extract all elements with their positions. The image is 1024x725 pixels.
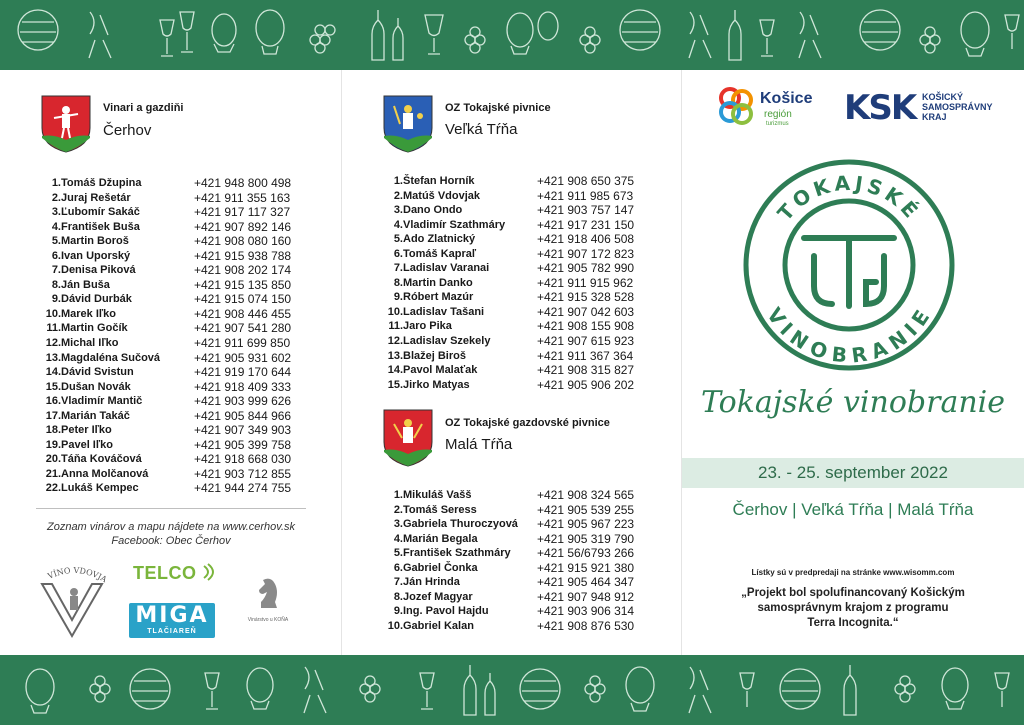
list-item	[40, 481, 310, 496]
list-item-number: 6.	[393, 247, 403, 260]
project-line-1: „Projekt bol spolufinancovaný Košickým	[741, 587, 965, 599]
list-item-number: 4.	[393, 218, 403, 231]
winemaker-list-cerhov	[40, 176, 310, 496]
event-script-title: Tokajské vinobranie	[701, 385, 1005, 420]
list-item-number: 20.	[45, 453, 61, 466]
winemaker-name: Dávid Svistun	[61, 366, 134, 379]
list-item-number: 3.	[51, 206, 61, 219]
website-note: Zoznam vinárov a mapu nájdete na www.cerhov.sk	[46, 521, 296, 533]
kona-text: Vinárstvo u KOŇA	[247, 617, 289, 623]
phone-number: +421 908 876 530	[537, 618, 635, 633]
phone-number: +421 908 650 375	[537, 174, 635, 188]
list-item-number: 5.	[393, 233, 403, 246]
phone-number: +421 908 155 908	[537, 319, 635, 334]
left-panel	[0, 70, 342, 655]
list-item	[40, 351, 310, 366]
phone-number: +421 908 324 565	[537, 488, 635, 502]
list-item-number: 1.	[393, 175, 403, 187]
phone-number: +421 918 406 508	[537, 232, 635, 247]
winemaker-name: Tomáš Seress	[403, 503, 477, 516]
list-item-number: 15.	[45, 380, 61, 393]
phone-number: +421 917 117 327	[194, 205, 291, 220]
phone-number: +421 905 844 966	[194, 408, 292, 423]
winemaker-name: Martin Danko	[403, 276, 473, 289]
kosice-region-logo-icon	[716, 84, 756, 128]
list-item-number: 14.	[387, 364, 403, 377]
list-item-number: 11.	[388, 320, 403, 333]
winemaker-name: František Szathmáry	[403, 547, 511, 560]
ksk-line-1: KOŠICKÝ	[922, 92, 964, 102]
phone-number: +421 908 080 160	[194, 234, 292, 249]
tokajske-vinobranie-emblem	[742, 158, 956, 372]
phone-number: +421 905 319 790	[537, 531, 635, 546]
miga-text: MIGA	[135, 603, 209, 628]
list-item-number: 10.	[387, 619, 403, 632]
winemaker-name: Ing. Pavol Hajdu	[403, 605, 489, 618]
phone-number: +421 907 892 146	[194, 219, 292, 234]
list-item-number: 9.	[393, 291, 403, 304]
mala-trna-coat-of-arms-icon	[382, 408, 434, 468]
phone-number: +421 907 541 280	[194, 321, 292, 336]
list-item	[40, 467, 310, 482]
winemaker-list-velka-trna	[382, 174, 652, 392]
event-date: 23. - 25. september 2022	[682, 458, 1024, 488]
phone-number: +421 908 315 827	[537, 363, 635, 378]
phone-number: +421 903 712 855	[194, 466, 292, 481]
kosice-logo-region: región	[764, 109, 792, 120]
phone-number: +421 948 800 498	[194, 176, 292, 190]
list-item	[40, 176, 310, 191]
project-line-2: samosprávnym krajom z programu	[757, 602, 949, 614]
winemaker-name: Dušan Novák	[61, 380, 131, 393]
list-item	[40, 220, 310, 235]
vino-vdovjak-text: VÍNO VDOVJA	[46, 565, 109, 585]
emblem-text-top: TOKAJSKÉ	[772, 170, 926, 226]
winemaker-name: Anna Molčanová	[61, 467, 149, 480]
bottom-decorative-band	[0, 655, 1024, 725]
phone-number: +421 915 135 850	[194, 277, 292, 292]
winemaker-name: Jirko Matyas	[403, 378, 470, 391]
vino-vdovjak-logo	[36, 562, 112, 640]
phone-number: +421 905 539 255	[537, 502, 635, 517]
winemaker-name: Róbert Mazúr	[403, 291, 474, 304]
winemaker-name: Ivan Uporský	[61, 249, 131, 262]
org-name-cerhov: Vinari a gazdiňi	[103, 102, 184, 114]
telco-text: TELCO	[133, 563, 197, 583]
winemaker-name: Lukáš Kempec	[61, 482, 139, 495]
list-item	[40, 438, 310, 453]
winemaker-name: Jozef Magyar	[403, 590, 473, 603]
right-panel	[682, 70, 1024, 655]
phone-number: +421 905 464 347	[537, 575, 635, 590]
list-item-number: 3.	[393, 204, 403, 217]
list-item-number: 2.	[393, 189, 403, 202]
list-item	[382, 189, 652, 204]
list-item-number: 9.	[51, 293, 61, 306]
list-item-number: 11.	[46, 322, 61, 335]
list-item-number: 21.	[45, 467, 61, 480]
list-item-number: 1.	[51, 177, 61, 189]
telco-logo	[133, 563, 216, 584]
winemaker-name: Magdaléna Sučová	[61, 351, 161, 364]
winemaker-name: Ladislav Szekely	[403, 335, 491, 348]
winemaker-name: František Buša	[61, 220, 140, 233]
winemaker-name: Vladimír Mantič	[61, 395, 143, 408]
project-line-3: Terra Incognita.“	[807, 617, 899, 629]
phone-number: +421 905 931 602	[194, 350, 292, 365]
phone-number: +421 944 274 755	[194, 481, 292, 496]
wine-pattern-illustration	[0, 0, 1024, 70]
list-item	[382, 619, 652, 634]
list-item-number: 9.	[393, 605, 403, 618]
miga-subtitle: TLAČIAREŇ	[147, 628, 197, 635]
winemaker-name: Štefan Horník	[403, 175, 475, 187]
signal-icon	[202, 563, 216, 581]
ticket-info: Lístky sú v predpredaji na stránke www.wisomm.com	[751, 568, 955, 577]
winemaker-name: Juraj Rešetár	[61, 191, 131, 204]
winemaker-name: Ján Buša	[61, 278, 110, 291]
phone-number: +421 911 915 962	[537, 275, 634, 290]
list-item-number: 5.	[51, 235, 61, 248]
list-item-number: 7.	[393, 576, 403, 589]
list-item	[382, 517, 652, 532]
list-item-number: 13.	[387, 349, 403, 362]
list-item-number: 4.	[51, 220, 61, 233]
list-item-number: 1.	[393, 489, 403, 501]
list-item-number: 13.	[45, 351, 61, 364]
list-item-number: 19.	[45, 438, 61, 451]
chess-knight-icon	[253, 574, 283, 610]
phone-number: +421 911 367 364	[537, 348, 634, 363]
event-places: Čerhov | Veľká Tŕňa | Malá Tŕňa	[732, 500, 974, 519]
emblem-text-bottom: VINOBRANIE	[762, 303, 936, 368]
list-item	[40, 191, 310, 206]
winemaker-name: Tomáš Džupina	[61, 177, 142, 189]
svg-text:VÍNO VDOVJAK	[36, 562, 109, 584]
list-item	[382, 488, 652, 503]
list-item	[40, 321, 310, 336]
winemaker-name: Ján Hrinda	[403, 576, 460, 589]
list-item-number: 22.	[45, 482, 61, 495]
winemaker-name: Gabriel Čonka	[403, 561, 478, 574]
list-item-number: 4.	[393, 532, 403, 545]
list-item	[40, 205, 310, 220]
top-decorative-band	[0, 0, 1024, 70]
phone-number: +421 915 921 380	[537, 560, 635, 575]
phone-number: +421 917 231 150	[537, 217, 635, 232]
list-item	[40, 234, 310, 249]
list-item	[382, 378, 652, 393]
list-item-number: 12.	[387, 335, 403, 348]
list-item-number: 14.	[45, 366, 61, 379]
winemaker-name: Pavol Malaťak	[403, 364, 478, 377]
svg-text:VINOBRANIE	[762, 303, 936, 367]
phone-number: +421 918 668 030	[194, 452, 292, 467]
winemaker-name: Martin Boroš	[61, 235, 129, 248]
winemaker-name: Tomáš Kapraľ	[403, 247, 477, 260]
ksk-logo-text	[922, 92, 993, 122]
winemaker-name: Ado Zlatnický	[403, 233, 476, 246]
phone-number: +421 905 782 990	[537, 261, 635, 276]
winemaker-name: Denisa Piková	[61, 264, 136, 277]
phone-number: +421 911 355 163	[194, 190, 291, 205]
phone-number: +421 907 042 603	[537, 304, 635, 319]
phone-number: +421 907 948 912	[537, 589, 635, 604]
phone-number: +421 907 349 903	[194, 423, 292, 438]
list-item	[382, 247, 652, 262]
list-item	[382, 546, 652, 561]
list-item-number: 10.	[387, 305, 403, 318]
phone-number: +421 919 170 644	[194, 365, 292, 380]
project-funding-note	[702, 586, 1004, 631]
ksk-line-3: KRAJ	[922, 112, 947, 122]
winemaker-name: Vladimír Szathmáry	[403, 218, 506, 231]
list-item	[40, 409, 310, 424]
town-name-velka-trna: Veľká Tŕňa	[445, 121, 518, 138]
phone-number: +421 911 985 673	[537, 188, 634, 203]
winemaker-name: Marián Takáč	[61, 409, 130, 422]
kosice-logo-title: Košice	[760, 90, 813, 107]
list-item-number: 10.	[45, 307, 61, 320]
phone-number: +421 903 757 147	[537, 203, 635, 218]
list-item-number: 7.	[51, 264, 61, 277]
list-item	[382, 561, 652, 576]
facebook-note: Facebook: Obec Čerhov	[111, 535, 231, 547]
winemaker-name: Michal Iľko	[61, 337, 119, 350]
list-item-number: 7.	[393, 262, 403, 275]
divider	[36, 508, 306, 509]
phone-number: +421 911 699 850	[194, 336, 291, 351]
list-item-number: 8.	[393, 590, 403, 603]
list-item-number: 6.	[393, 561, 403, 574]
list-item	[382, 319, 652, 334]
list-item-number: 5.	[393, 547, 403, 560]
list-item	[382, 503, 652, 518]
winemaker-name: Marián Begala	[403, 532, 478, 545]
winemaker-name: Ladislav Tašani	[403, 305, 485, 318]
town-name-mala-trna: Malá Tŕňa	[445, 436, 513, 453]
list-item	[382, 575, 652, 590]
list-item	[382, 349, 652, 364]
list-item	[382, 604, 652, 619]
kosice-logo-tourism: turizmus	[766, 121, 789, 127]
list-item	[40, 263, 310, 278]
winemaker-name: Dano Ondo	[403, 204, 463, 217]
list-item-number: 15.	[387, 378, 403, 391]
list-item-number: 18.	[45, 424, 61, 437]
winemaker-name: Marek Iľko	[61, 307, 116, 320]
org-name-mala-trna: OZ Tokajské gazdovské pivnice	[445, 417, 610, 429]
list-item	[40, 365, 310, 380]
list-item	[382, 174, 652, 189]
list-item	[382, 218, 652, 233]
list-item-number: 2.	[393, 503, 403, 516]
phone-number: +421 915 074 150	[194, 292, 292, 307]
phone-number: +421 908 202 174	[194, 263, 292, 278]
phone-number: +421 903 999 626	[194, 394, 292, 409]
list-item	[40, 278, 310, 293]
winemaker-name: Mikuláš Vašš	[403, 489, 472, 501]
winemaker-name: Ľubomír Sakáč	[61, 206, 140, 219]
winemaker-list-mala-trna	[382, 488, 652, 633]
list-item	[382, 305, 652, 320]
winemaker-name: Gabriela Thuroczyová	[403, 518, 518, 531]
list-item	[382, 261, 652, 276]
list-item	[382, 232, 652, 247]
list-item	[40, 249, 310, 264]
list-item	[40, 423, 310, 438]
winemaker-name: Peter Iľko	[61, 424, 112, 437]
list-item	[382, 290, 652, 305]
list-item	[382, 276, 652, 291]
phone-number: +421 907 615 923	[537, 334, 635, 349]
phone-number: +421 907 172 823	[537, 246, 635, 261]
list-item	[382, 363, 652, 378]
phone-number: +421 918 409 333	[194, 379, 292, 394]
list-item	[40, 292, 310, 307]
miga-logo	[129, 603, 215, 638]
list-item	[40, 394, 310, 409]
list-item	[382, 590, 652, 605]
list-item-number: 8.	[393, 276, 403, 289]
winemaker-name: Gabriel Kalan	[403, 619, 474, 632]
phone-number: +421 905 906 202	[537, 377, 635, 392]
middle-panel	[342, 70, 682, 655]
winemaker-name: Matúš Vdovjak	[403, 189, 481, 202]
phone-number: +421 903 906 314	[537, 604, 635, 619]
list-item-number: 6.	[51, 249, 61, 262]
phone-number: +421 56/6793 266	[537, 546, 635, 561]
vino-vdovjak-emblem-icon	[36, 562, 112, 640]
list-item-number: 8.	[51, 278, 61, 291]
list-item	[40, 336, 310, 351]
cerhov-coat-of-arms-icon	[40, 94, 92, 154]
list-item	[382, 203, 652, 218]
list-item-number: 3.	[393, 518, 403, 531]
wine-pattern-illustration	[0, 655, 1024, 725]
list-item-number: 12.	[45, 337, 61, 350]
winemaker-name: Jaro Pika	[403, 320, 452, 333]
winemaker-name: Blažej Biroš	[403, 349, 466, 362]
ksk-logo-mark: KSK	[844, 88, 916, 128]
winemaker-name: Pavel Iľko	[61, 438, 113, 451]
winemaker-name: Ladislav Varanai	[403, 262, 490, 275]
tg-monogram-icon	[804, 238, 894, 306]
phone-number: +421 915 938 788	[194, 248, 292, 263]
org-name-velka-trna: OZ Tokajské pivnice	[445, 102, 551, 114]
list-item-number: 17.	[45, 409, 61, 422]
velka-trna-coat-of-arms-icon	[382, 94, 434, 154]
list-item-number: 2.	[51, 191, 61, 204]
list-item-number: 16.	[45, 395, 61, 408]
list-item	[40, 452, 310, 467]
list-item	[382, 532, 652, 547]
phone-number: +421 915 328 528	[537, 290, 635, 305]
phone-number: +421 905 399 758	[194, 437, 292, 452]
list-item	[40, 307, 310, 322]
phone-number: +421 905 967 223	[537, 517, 635, 532]
winemaker-name: Martin Gočík	[61, 322, 128, 335]
winemaker-name: Dávid Durbák	[61, 293, 132, 306]
phone-number: +421 908 446 455	[194, 306, 292, 321]
list-item	[382, 334, 652, 349]
town-name-cerhov: Čerhov	[103, 122, 152, 139]
list-item	[40, 380, 310, 395]
vinarstvo-u-kona-logo	[236, 574, 300, 638]
ksk-line-2: SAMOSPRÁVNY	[922, 102, 993, 112]
winemaker-name: Táňa Kováčová	[61, 453, 142, 466]
